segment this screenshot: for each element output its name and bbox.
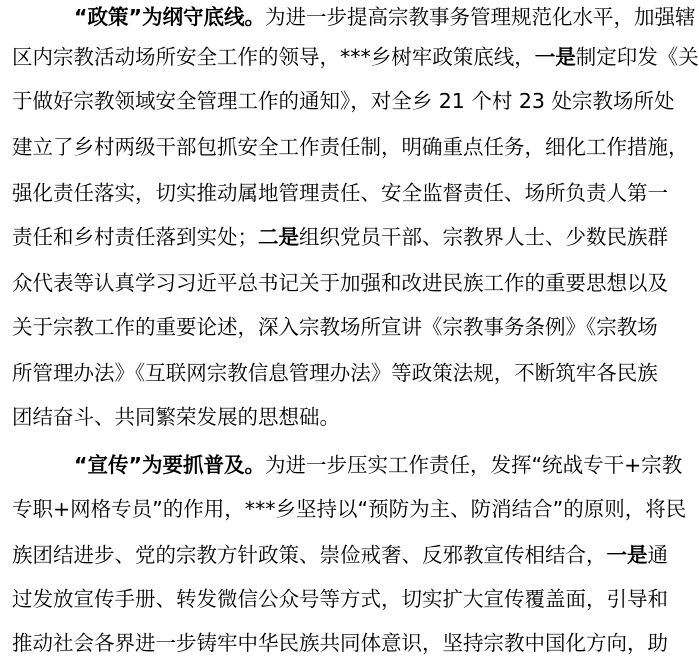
paragraph-2-line-4: 过发放宣传手册、转发微信公众号等方式，切实扩大宣传覆盖面，引导和 (12, 587, 668, 611)
paragraph-1-line-9: 所管理办法》《互联网宗教信息管理办法》等政策法规，不断筑牢各民族 (12, 361, 658, 385)
paragraph-2-line-5: 推动社会各界进一步铸牢中华民族共同体意识，坚持宗教中国化方向，助 (12, 631, 668, 655)
paragraph-1-line-2: 区内宗教活动场所安全工作的领导，***乡树牢政策底线，一是制定印发《关 (12, 45, 699, 69)
paragraph-1-heading: “政策”为纲守底线。 (74, 5, 265, 29)
paragraph-2-line-3: 族团结进步、党的宗教方针政策、崇俭戒奢、反邪教宣传相结合，一是通 (12, 543, 668, 567)
paragraph-1-line-7: 众代表等认真学习习近平总书记关于加强和改进民族工作的重要思想以及 (12, 271, 668, 295)
paragraph-1-line-6: 责任和乡村责任落到实处；二是组织党员干部、宗教界人士、少数民族群 (12, 225, 668, 249)
paragraph-2-line-2: 专职+网格专员”的作用，***乡坚持以“预防为主、防消结合”的原则，将民 (12, 497, 687, 521)
paragraph-1-line-1: “政策”为纲守底线。为进一步提高宗教事务管理规范化水平，加强辖 (74, 5, 696, 29)
paragraph-1-line-8: 关于宗教工作的重要论述，深入宗教场所宣讲《宗教事务条例》《宗教场 (12, 315, 658, 339)
paragraph-1-line-10: 团结奋斗、共同繁荣发展的思想础。 (12, 405, 340, 429)
point-one-label: 一是 (534, 45, 576, 69)
paragraph-1-line-5: 强化责任落实，切实推动属地管理责任、安全监督责任、场所负责人第一 (12, 181, 668, 205)
paragraph-2-line-1: “宣传”为要抓普及。为进一步压实工作责任，发挥“统战专干+宗教 (74, 453, 683, 477)
paragraph-1-line-3: 于做好宗教领域安全管理工作的通知》，对全乡 21 个村 23 处宗教场所处 (12, 89, 675, 113)
paragraph-2-heading: “宣传”为要抓普及。 (74, 453, 265, 477)
point-one-label-2: 一是 (606, 543, 648, 567)
paragraph-1-line-4: 建立了乡村两级干部包抓安全工作责任制，明确重点任务，细化工作措施， (12, 135, 689, 159)
point-two-label: 二是 (258, 225, 299, 249)
